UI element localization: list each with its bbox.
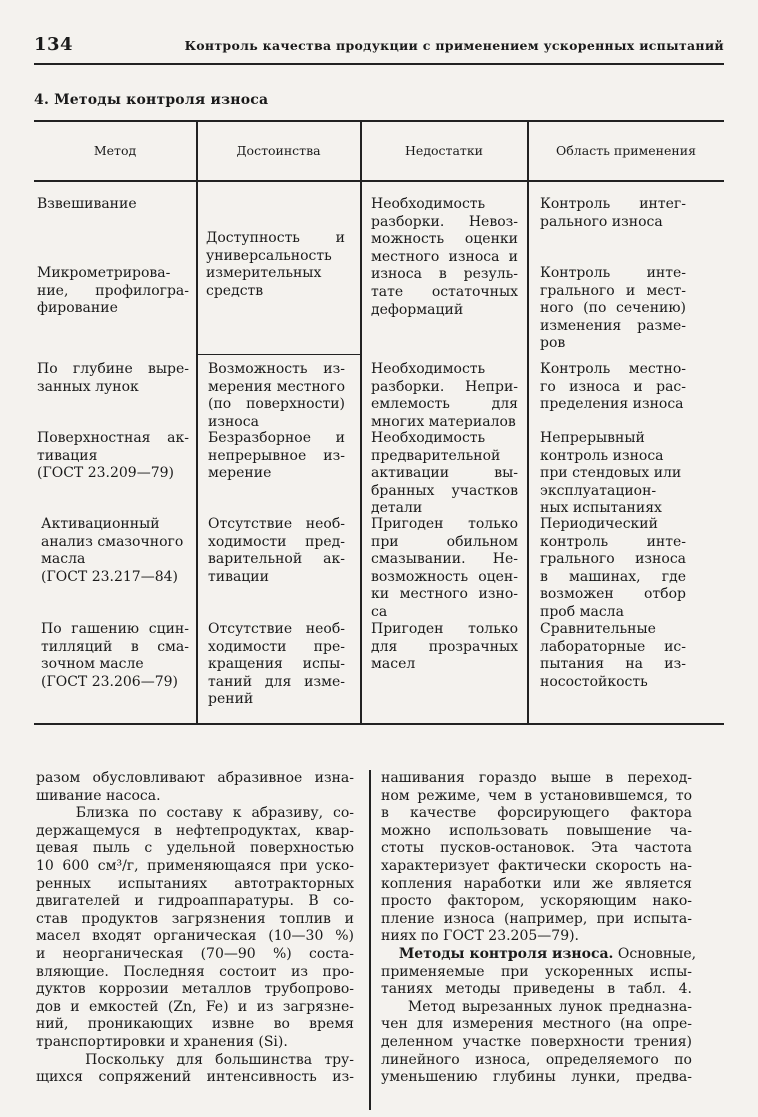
text-line: проб масла bbox=[540, 603, 624, 620]
text-line: непрерывное из- bbox=[208, 447, 345, 464]
cell-scope bbox=[540, 265, 686, 353]
cell-method bbox=[37, 265, 189, 318]
text-line: двигателей и гидроаппаратуры. В со- bbox=[36, 893, 354, 910]
text-line: са bbox=[371, 603, 388, 620]
body-left-column bbox=[36, 770, 354, 1087]
text-line: разборки. Невоз- bbox=[371, 213, 518, 230]
text-line: ние, профилогра- bbox=[37, 282, 189, 299]
table-caption: 4. Методы контроля износа bbox=[34, 92, 269, 108]
text-line: характеризует фактически скорость на- bbox=[381, 857, 692, 874]
text-line: дуктов коррозии металлов трубопрово- bbox=[36, 981, 354, 998]
text-line: таниях методы приведены в табл. 4. bbox=[381, 981, 692, 998]
running-head bbox=[34, 34, 724, 60]
text-line: нашивания гораздо выше в переход- bbox=[381, 770, 692, 786]
text-line: Активационный bbox=[41, 516, 160, 532]
text-line: По глубине выре- bbox=[37, 361, 189, 377]
pros-separator bbox=[197, 354, 360, 355]
run-in-heading: Методы контроля износа. bbox=[398, 945, 614, 962]
body-right-column bbox=[381, 770, 697, 1087]
table-col-line-3 bbox=[527, 121, 529, 725]
text-line: кращения испы- bbox=[208, 656, 345, 673]
col-header-cons: Недостатки bbox=[405, 143, 483, 158]
text-line: рального износа bbox=[540, 213, 663, 230]
cell-cons bbox=[371, 516, 518, 622]
text-line: и неорганическая (70—90 %) соста- bbox=[36, 945, 354, 962]
cell-pros bbox=[208, 361, 345, 431]
text-line: для прозрачных bbox=[371, 638, 518, 655]
text-line: Микрометрирова- bbox=[37, 265, 171, 281]
text-line: го износа и рас- bbox=[540, 378, 686, 395]
text-line: контроль инте- bbox=[540, 533, 686, 550]
text-line: варительной ак- bbox=[208, 551, 345, 568]
text-line: Непрерывный bbox=[540, 430, 645, 446]
text-line: занных лунок bbox=[37, 378, 139, 395]
cell-scope bbox=[540, 621, 686, 691]
text-line: Сравнительные bbox=[540, 621, 656, 637]
cell-cons bbox=[371, 361, 518, 431]
text-line: в машинах, где bbox=[540, 568, 686, 585]
text-line: уменьшению глубины лунки, предва- bbox=[381, 1069, 692, 1086]
text-line: эксплуатацион- bbox=[540, 482, 657, 499]
text-line: можность оценки bbox=[371, 231, 518, 248]
text-line: возможен отбор bbox=[540, 586, 686, 603]
col-header-scope: Область применения bbox=[556, 143, 696, 158]
text-line: Близка по составу к абразиву, со- bbox=[36, 805, 354, 822]
text-line: ных испытаниях bbox=[540, 500, 662, 517]
text-line: смазывании. Не- bbox=[371, 551, 518, 568]
text-line: контроль износа bbox=[540, 447, 664, 464]
text-line: ний, проникающих извне во время bbox=[36, 1016, 354, 1033]
text-line: транспортировки и хранения (Si). bbox=[36, 1033, 288, 1050]
cell-method bbox=[41, 621, 189, 691]
table-bottom-rule bbox=[34, 723, 724, 725]
text-line: детали bbox=[371, 500, 423, 517]
text-line: тилляций в сма- bbox=[41, 638, 189, 655]
text-line: Необходимость bbox=[371, 361, 486, 377]
text-line: универсальность bbox=[206, 247, 332, 264]
text-line: в качестве форсирующего фактора bbox=[381, 805, 692, 822]
table-col-line-2 bbox=[360, 121, 362, 725]
text-line: местного износа и bbox=[371, 248, 518, 265]
text-line: применяемые при ускоренных испы- bbox=[381, 963, 692, 980]
table-col-line-1 bbox=[196, 121, 198, 725]
text-line: копления наработки или же является bbox=[381, 875, 692, 892]
text-line: измерительных bbox=[206, 265, 322, 282]
text-line: Необходимость bbox=[371, 196, 486, 212]
cell-scope bbox=[540, 430, 686, 518]
text-line: при стендовых или bbox=[540, 465, 682, 482]
text-line: возможность оцен- bbox=[371, 568, 518, 585]
text-line: (по поверхности) bbox=[208, 396, 345, 413]
text-line: многих материалов bbox=[371, 413, 516, 430]
text-line: Методы контроля износа. Основные, bbox=[398, 945, 697, 962]
col-header-method: Метод bbox=[93, 143, 137, 158]
text-line: щихся сопряжений интенсивность из- bbox=[36, 1069, 354, 1086]
text-line: Метод вырезанных лунок предназна- bbox=[381, 998, 692, 1015]
text-line: износа в резуль- bbox=[371, 266, 518, 283]
text-line: (ГОСТ 23.209—79) bbox=[37, 465, 174, 482]
cell-method bbox=[37, 430, 189, 483]
text-line: просто фактором, ускоряющим нако- bbox=[381, 893, 692, 910]
text-line: вляющие. Последняя состоит из про- bbox=[36, 963, 354, 980]
text-line: (ГОСТ 23.217—84) bbox=[41, 568, 178, 585]
header-rule bbox=[34, 63, 724, 65]
text-line: Взвешивание bbox=[37, 196, 137, 212]
text-line: предварительной bbox=[371, 447, 501, 464]
running-title: Контроль качества продукции с применением ускоренных испытаний bbox=[184, 38, 724, 53]
text-line: Поскольку для большинства тру- bbox=[36, 1051, 354, 1068]
cell-scope bbox=[540, 196, 686, 231]
text-line: грального износа bbox=[540, 551, 686, 568]
text-line: дов и емкостей (Zn, Fe) и из загрязне- bbox=[36, 998, 354, 1015]
text-line: держащемуся в нефтепродуктах, квар- bbox=[36, 822, 354, 839]
text-line: рений bbox=[208, 691, 254, 708]
table-top-rule bbox=[34, 120, 724, 122]
text-line: зочном масле bbox=[41, 656, 144, 673]
text-line: ниях по ГОСТ 23.205—79). bbox=[381, 928, 580, 945]
text-line: Необходимость bbox=[371, 430, 486, 446]
text-line: изменения разме- bbox=[540, 317, 686, 334]
text-line: ренных испытаниях автотракторных bbox=[36, 875, 354, 892]
text-line: Контроль местно- bbox=[540, 361, 686, 377]
text-line: Возможность из- bbox=[208, 361, 345, 377]
text-line: тивации bbox=[208, 568, 269, 585]
column-divider bbox=[369, 770, 371, 1110]
text-line: таний для изме- bbox=[208, 673, 345, 690]
cell-pros bbox=[208, 430, 345, 483]
text-line: став продуктов загрязнения топлив и bbox=[36, 910, 354, 927]
text-line: Контроль инте- bbox=[540, 265, 686, 281]
text-line: лабораторные ис- bbox=[540, 638, 686, 655]
cell-scope bbox=[540, 516, 686, 622]
text-line: пытания на из- bbox=[540, 656, 686, 673]
text-line: Периодический bbox=[540, 516, 658, 532]
text-line: деленном участке поверхности трения) bbox=[381, 1033, 692, 1050]
text-line: можно использовать повышение ча- bbox=[381, 822, 692, 839]
text-line: шивание насоса. bbox=[36, 787, 161, 804]
text-line: средств bbox=[206, 282, 264, 299]
cell-pros bbox=[206, 230, 345, 300]
text-line: ки местного изно- bbox=[371, 586, 518, 603]
text-line: Пригоден только bbox=[371, 621, 518, 637]
text-line: носостойкость bbox=[540, 673, 648, 690]
text-line: линейного износа, определяемого по bbox=[381, 1051, 692, 1068]
text-line: По гашению сцин- bbox=[41, 621, 189, 637]
text-line: ходимости пред- bbox=[208, 533, 345, 550]
text-line: (ГОСТ 23.206—79) bbox=[41, 673, 178, 690]
text-line: емлемость для bbox=[371, 396, 518, 413]
text-line: Отсутствие необ- bbox=[208, 516, 345, 532]
text-line: мерение bbox=[208, 465, 272, 482]
cell-method bbox=[37, 196, 189, 214]
text-line: ров bbox=[540, 335, 566, 352]
text-line: разборки. Непри- bbox=[371, 378, 518, 395]
text-line: Поверхностная ак- bbox=[37, 430, 189, 446]
text-line: износа bbox=[208, 413, 259, 430]
cell-cons bbox=[371, 621, 518, 674]
text-line: бранных участков bbox=[371, 482, 518, 499]
cell-pros bbox=[208, 621, 345, 709]
text-line: мерения местного bbox=[208, 378, 345, 395]
cell-pros bbox=[208, 516, 345, 586]
text-line: масла bbox=[41, 551, 86, 568]
text-line: тате остаточных bbox=[371, 283, 518, 300]
text-line: Пригоден только bbox=[371, 516, 518, 532]
text-line: тивация bbox=[37, 447, 98, 464]
cell-cons bbox=[371, 430, 518, 518]
text-line: Доступность и bbox=[206, 230, 345, 246]
cell-cons bbox=[371, 196, 518, 319]
text-line: масел входят органическая (10—30 %) bbox=[36, 928, 354, 945]
text-line: масел bbox=[371, 656, 416, 673]
text-line: активации вы- bbox=[371, 465, 518, 482]
cell-method bbox=[37, 361, 189, 396]
text-line: деформаций bbox=[371, 301, 464, 318]
text-line: цевая пыль с удельной поверхностью bbox=[36, 840, 354, 857]
text-line: при обильном bbox=[371, 533, 518, 550]
text-line: анализ смазочного bbox=[41, 533, 184, 550]
text-line: пление износа (например, при испыта- bbox=[381, 910, 692, 927]
text-line: ходимости пре- bbox=[208, 638, 345, 655]
table-header-rule bbox=[34, 180, 724, 182]
text-line: стоты пусков-остановок. Эта частота bbox=[381, 840, 692, 857]
text-line: Безразборное и bbox=[208, 430, 345, 446]
cell-method bbox=[41, 516, 189, 586]
text-line: Отсутствие необ- bbox=[208, 621, 345, 637]
text-line: Контроль интег- bbox=[540, 196, 686, 212]
col-header-pros: Достоинства bbox=[236, 143, 321, 158]
text-line: ного (по сечению) bbox=[540, 300, 686, 317]
text-line: фирование bbox=[37, 300, 118, 317]
text-line: 10 600 см³/г, применяющаяся при уско- bbox=[36, 857, 354, 874]
page-number: 134 bbox=[34, 34, 74, 55]
cell-scope bbox=[540, 361, 686, 414]
text-line: чен для измерения местного (на опре- bbox=[381, 1016, 692, 1033]
text-line: грального и мест- bbox=[540, 282, 686, 299]
text-line: пределения износа bbox=[540, 396, 684, 413]
text-line: ном режиме, чем в установившемся, то bbox=[381, 787, 692, 804]
text-line: разом обусловливают абразивное изна- bbox=[36, 770, 354, 786]
